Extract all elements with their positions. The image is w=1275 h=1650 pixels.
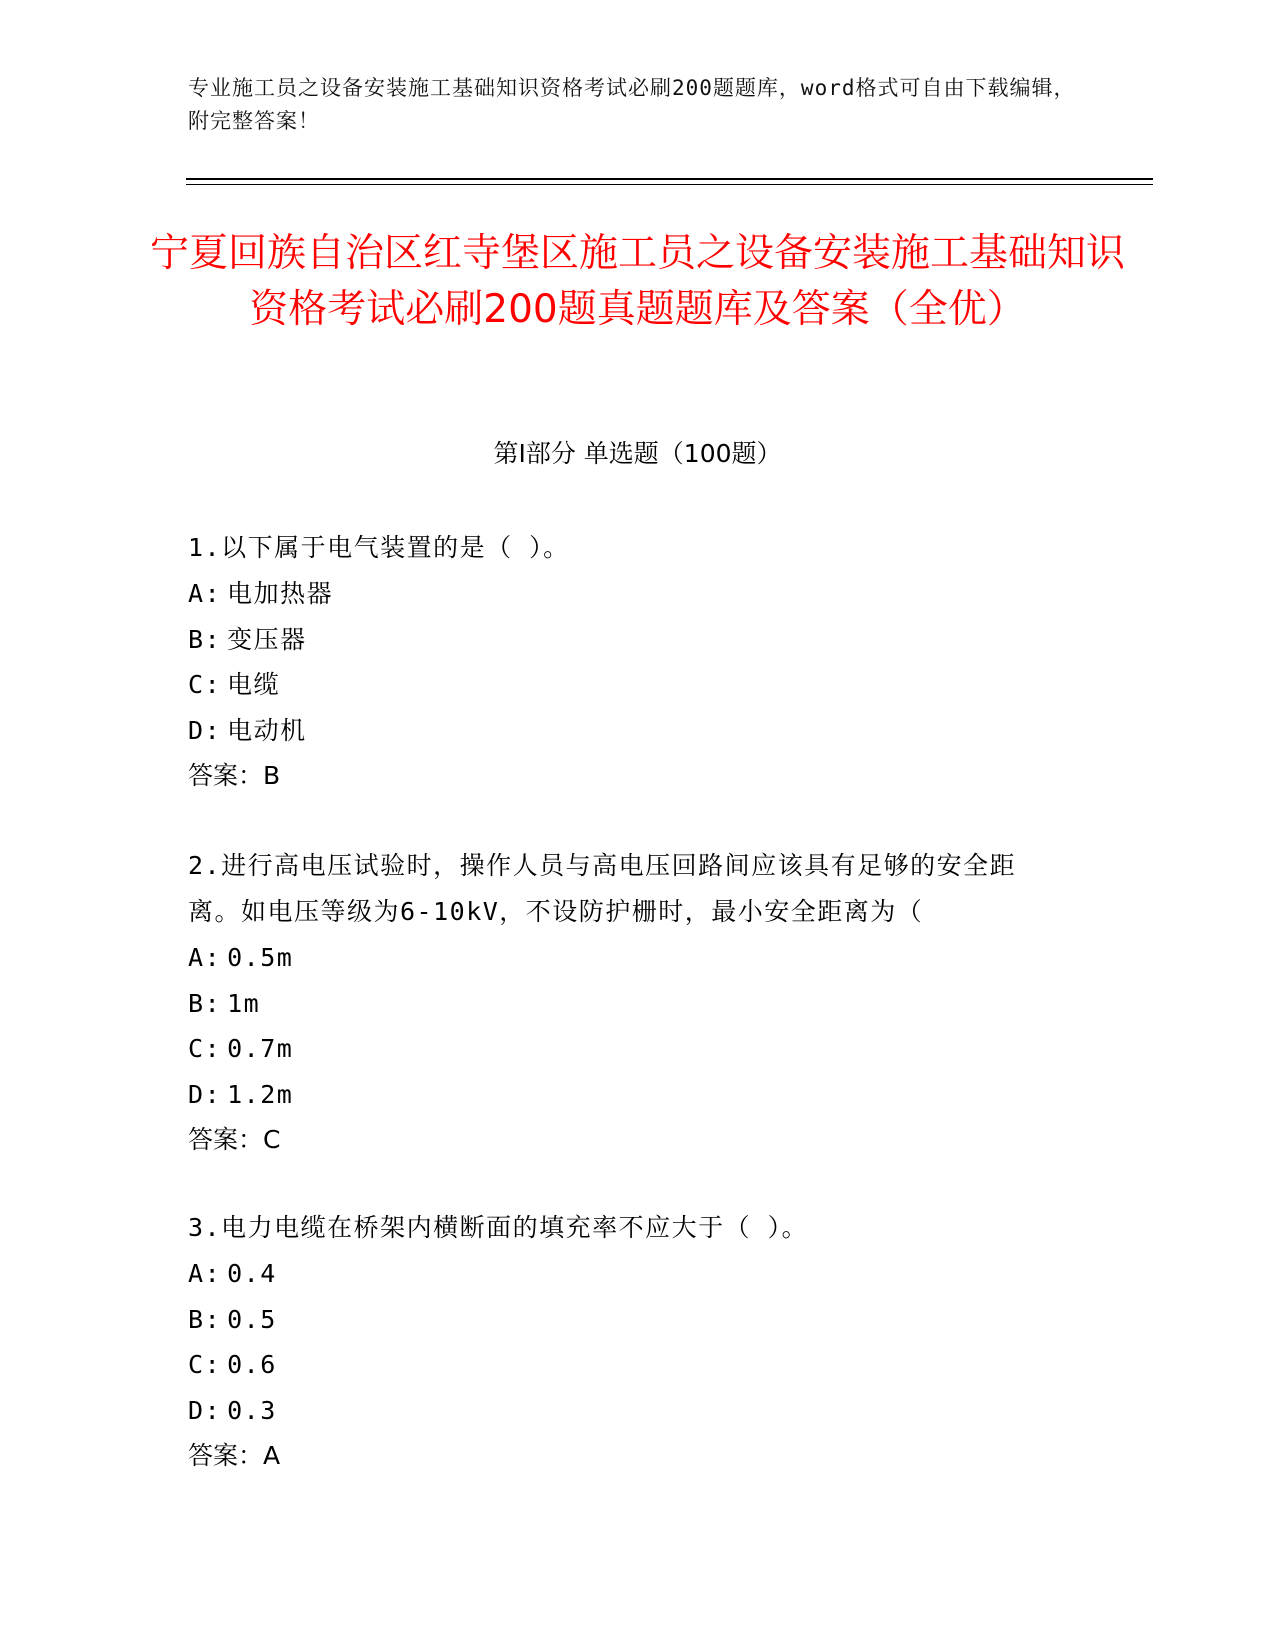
option-letter: C <box>188 670 205 699</box>
option-text: 1m <box>227 988 261 1018</box>
question-stem: 3.电力电缆在桥架内横断面的填充率不应大于（ ）。 <box>188 1213 809 1242</box>
option-c: C: 0.6 <box>188 1350 277 1379</box>
answer-value: C <box>263 1125 281 1154</box>
option-text: 电动机 <box>227 715 307 745</box>
section-heading: 第I部分 单选题（100题） <box>493 439 782 468</box>
option-d: D: 0.3 <box>188 1395 277 1425</box>
answer-line <box>188 1117 1068 1162</box>
question-stem: 1.以下属于电气装置的是（ ）。 <box>188 533 570 562</box>
option-b: B: 1m <box>188 988 261 1018</box>
question-1 <box>188 525 1068 798</box>
option-text: 0.7m <box>227 1034 294 1063</box>
answer-prefix: 答案： <box>188 761 264 790</box>
option-letter: B <box>188 624 205 654</box>
option-b: B: 0.5 <box>188 1304 277 1334</box>
option-letter: A <box>188 1259 205 1288</box>
answer-line <box>188 1433 1068 1478</box>
option-letter: C <box>188 1350 205 1379</box>
option-a: A: 0.4 <box>188 1259 277 1288</box>
option-letter: A <box>188 943 205 972</box>
option-b: B: 变压器 <box>188 624 307 654</box>
option-a: A: 电加热器 <box>188 579 334 608</box>
option-text: 0.5 <box>227 1304 277 1334</box>
answer-prefix: 答案： <box>188 1125 264 1154</box>
answer-value: A <box>263 1441 281 1470</box>
option-letter: C <box>188 1034 205 1063</box>
option-d: D: 1.2m <box>188 1079 294 1109</box>
option-text: 电缆 <box>227 670 281 699</box>
option-text: 0.4 <box>227 1259 277 1288</box>
option-c: C: 0.7m <box>188 1034 294 1063</box>
option-letter: A <box>188 579 205 608</box>
option-text: 0.3 <box>227 1395 277 1425</box>
option-d: D: 电动机 <box>188 715 307 745</box>
option-text: 0.5m <box>227 943 294 972</box>
option-text: 0.6 <box>227 1350 277 1379</box>
document-title: 宁夏回族自治区红寺堡区施工员之设备安装施工基础知识资格考试必刷200题真题题库及答案（全优） <box>150 231 1126 332</box>
option-letter: B <box>188 988 205 1018</box>
option-text: 电加热器 <box>227 579 334 608</box>
option-letter: D <box>188 715 205 745</box>
option-text: 1.2m <box>227 1079 294 1109</box>
option-text: 变压器 <box>227 624 307 654</box>
option-letter: B <box>188 1304 205 1334</box>
question-stem: 2.进行高电压试验时，操作人员与高电压回路间应该具有足够的安全距离。如电压等级为6-10kV，不设防护栅时，最小安全距离为（ <box>188 851 1017 926</box>
answer-prefix: 答案： <box>188 1441 264 1470</box>
option-letter: D <box>188 1079 205 1109</box>
answer-line <box>188 753 1068 798</box>
option-a: A: 0.5m <box>188 943 294 972</box>
option-letter: D <box>188 1395 205 1425</box>
header-rule-thick <box>186 178 1153 180</box>
answer-value: B <box>263 761 281 790</box>
header-note: 专业施工员之设备安装施工基础知识资格考试必刷200题题库，word格式可自由下载编辑，附完整答案！ <box>188 76 1076 133</box>
question-3 <box>188 1205 1068 1478</box>
question-2 <box>188 843 1068 1162</box>
option-c: C: 电缆 <box>188 670 281 699</box>
header-rule-thin <box>186 184 1153 185</box>
